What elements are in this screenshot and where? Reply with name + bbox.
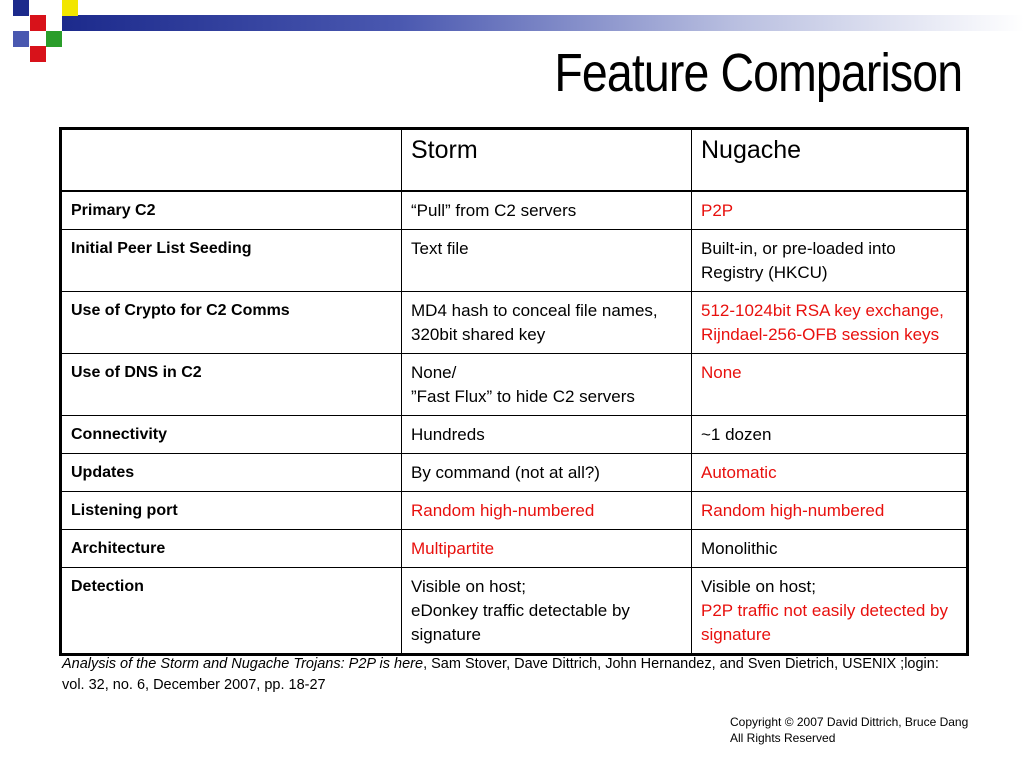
nugache-cell [692, 568, 968, 655]
citation-details: , Sam Stover, Dave Dittrich, John Hernandez, and Sven Dietrich, USENIX ;login: vol. 32, no. 6, December 2007, pp. 18-27 [62, 656, 939, 693]
table-row [61, 191, 968, 230]
nugache-cell-line: P2P [701, 201, 734, 220]
nugache-cell [692, 230, 968, 292]
comparison-table [59, 127, 969, 656]
storm-cell-line: Text file [411, 239, 469, 258]
feature-cell: Use of DNS in C2 [61, 354, 402, 416]
rights-line: All Rights Reserved [730, 731, 836, 745]
storm-cell-line: eDonkey traffic detectable by signature [411, 601, 630, 644]
storm-cell-line: Visible on host; [411, 577, 526, 596]
table-row [61, 492, 968, 530]
storm-cell-line: ”Fast Flux” to hide C2 servers [411, 387, 635, 406]
storm-cell-line: Hundreds [411, 425, 485, 444]
header-gradient-band [62, 15, 1024, 31]
deco-square-red-2 [30, 46, 46, 62]
nugache-cell-line: ~1 dozen [701, 425, 772, 444]
header-cell-nugache: Nugache [692, 129, 968, 192]
table-row [61, 454, 968, 492]
table-row [61, 230, 968, 292]
table-row [61, 292, 968, 354]
deco-square-red [30, 15, 46, 31]
table-row [61, 416, 968, 454]
storm-cell-line: Random high-numbered [411, 501, 595, 520]
storm-cell [402, 230, 692, 292]
storm-cell-line: None/ [411, 363, 457, 382]
feature-cell: Primary C2 [61, 191, 402, 230]
feature-cell: Connectivity [61, 416, 402, 454]
deco-square-green [46, 31, 62, 47]
storm-cell-line: Multipartite [411, 539, 495, 558]
storm-cell [402, 530, 692, 568]
nugache-cell [692, 492, 968, 530]
nugache-cell-line: Monolithic [701, 539, 778, 558]
storm-cell-line: MD4 hash to conceal file names, 320bit shared key [411, 301, 658, 344]
table-header-row [61, 129, 968, 192]
nugache-cell-line: 512-1024bit RSA key exchange, Rijndael-256-OFB session keys [701, 301, 944, 344]
slide-title: Feature Comparison [554, 43, 962, 103]
feature-cell: Initial Peer List Seeding [61, 230, 402, 292]
storm-cell [402, 568, 692, 655]
nugache-cell-line: P2P traffic not easily detected by signature [701, 601, 948, 644]
feature-cell: Architecture [61, 530, 402, 568]
header-cell-storm: Storm [402, 129, 692, 192]
nugache-cell [692, 416, 968, 454]
nugache-cell [692, 454, 968, 492]
nugache-cell [692, 354, 968, 416]
citation [62, 654, 942, 696]
feature-cell: Updates [61, 454, 402, 492]
storm-cell [402, 292, 692, 354]
nugache-cell-line: Automatic [701, 463, 777, 482]
citation-title: Analysis of the Storm and Nugache Trojans: P2P is here [62, 656, 424, 672]
header-cell-empty [61, 129, 402, 192]
storm-cell [402, 416, 692, 454]
copyright-line: Copyright © 2007 David Dittrich, Bruce Dang [730, 715, 969, 729]
feature-cell: Listening port [61, 492, 402, 530]
nugache-cell-line: Random high-numbered [701, 501, 885, 520]
storm-cell [402, 191, 692, 230]
storm-cell [402, 492, 692, 530]
nugache-cell-line: Visible on host; [701, 577, 816, 596]
storm-cell [402, 354, 692, 416]
table-row [61, 530, 968, 568]
nugache-cell [692, 191, 968, 230]
feature-cell: Use of Crypto for C2 Comms [61, 292, 402, 354]
storm-cell [402, 454, 692, 492]
deco-square-blue-2 [13, 31, 29, 47]
nugache-cell-line: None [701, 363, 742, 382]
nugache-cell [692, 292, 968, 354]
feature-cell: Detection [61, 568, 402, 655]
nugache-cell-line: Built-in, or pre-loaded into Registry (HKCU) [701, 239, 896, 282]
copyright-notice [730, 714, 968, 746]
table-row [61, 354, 968, 416]
nugache-cell [692, 530, 968, 568]
table-row [61, 568, 968, 655]
deco-square-yellow [62, 0, 78, 16]
storm-cell-line: By command (not at all?) [411, 463, 600, 482]
storm-cell-line: “Pull” from C2 servers [411, 201, 577, 220]
deco-square-blue [13, 0, 29, 16]
